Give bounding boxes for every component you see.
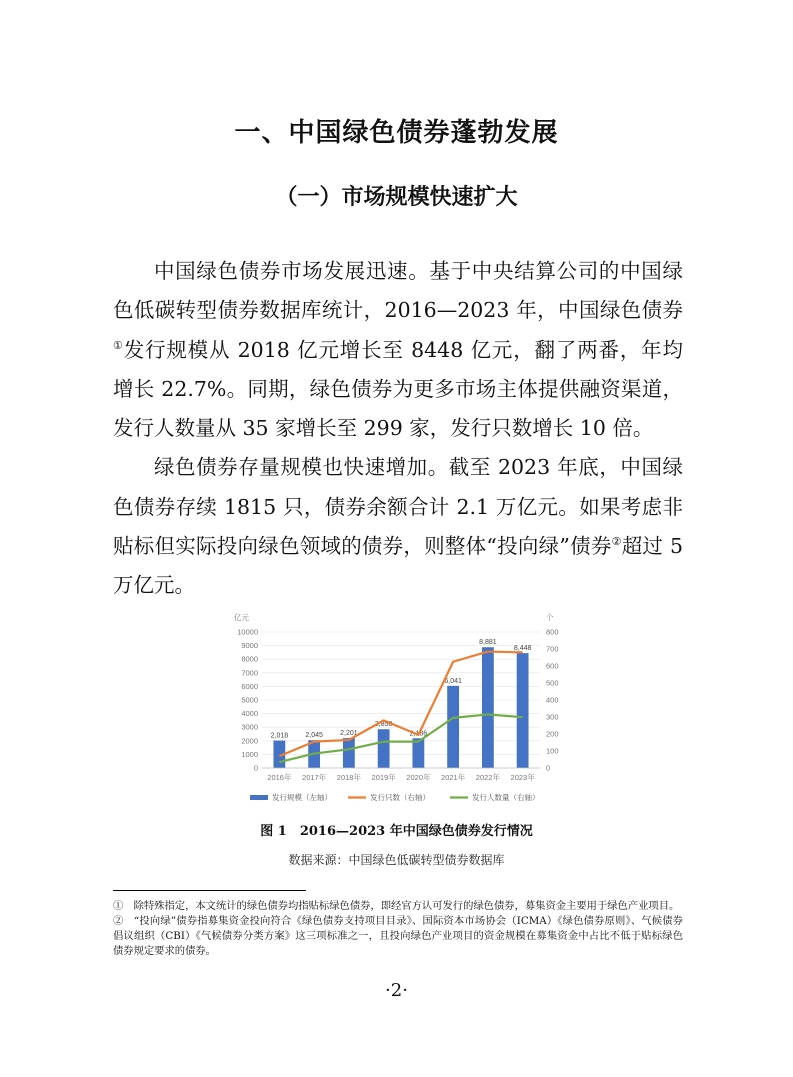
bar-value-label: 2,018 <box>270 732 289 740</box>
right-tick-label: 300 <box>546 712 559 722</box>
footnote-ref-1[interactable]: ① <box>113 338 124 352</box>
legend-label: 发行规模（左轴） <box>272 793 332 802</box>
bar-issuance <box>378 729 390 768</box>
right-tick-label: 100 <box>546 746 559 756</box>
footnote-2-mark: ② <box>113 915 124 927</box>
bar-value-label: 8,448 <box>513 645 532 653</box>
legend-label: 发行只数（右轴） <box>370 793 430 802</box>
bar-value-label: 2,186 <box>409 730 428 738</box>
left-tick-label: 4000 <box>241 709 258 719</box>
left-axis-unit: 亿元 <box>234 613 249 622</box>
page-number: ·2· <box>385 980 408 1001</box>
right-tick-label: 0 <box>546 763 551 773</box>
issuance-chart <box>228 610 566 810</box>
paragraph-1 <box>113 252 683 448</box>
paragraph-2 <box>113 448 683 605</box>
bar-issuance <box>517 653 529 768</box>
footnote-1-text: 除特殊指定，本文统计的绿色债券均指贴标绿色债券，即经官方认可发行的绿色债券，募集资金主要用于绿色产业项目。 <box>133 900 680 912</box>
section-title: 一、中国绿色债券蓬勃发展 <box>234 118 559 148</box>
subsection-title: （一）市场规模快速扩大 <box>275 184 518 210</box>
right-tick-label: 500 <box>546 678 559 688</box>
footnotes <box>113 899 683 959</box>
right-tick-label: 200 <box>546 729 559 739</box>
x-tick-label: 2019年 <box>371 773 396 782</box>
figure-caption: 图 1 2016—2023 年中国绿色债券发行情况 <box>260 824 533 839</box>
paragraph-2-part-a: 绿色债券存量规模也快速增加。截至 2023 年底，中国绿色债券存续 1815 只，债券余额合计 2.1 万亿元。如果考虑非贴标但实际投向绿色领域的债券，则整体“投向绿”债券 <box>113 455 683 559</box>
bar-value-label: 8,881 <box>479 639 497 647</box>
footnote-ref-2[interactable]: ② <box>611 535 622 549</box>
right-tick-label: 800 <box>546 627 559 637</box>
left-tick-label: 6000 <box>241 681 258 691</box>
paragraph-1-part-a: 中国绿色债券市场发展迅速。基于中央结算公司的中国绿色低碳转型债券数据库统计，2016—2023 年，中国绿色债券 <box>113 259 683 323</box>
chart-legend <box>250 792 540 802</box>
bar-issuance <box>447 686 459 768</box>
x-tick-label: 2022年 <box>475 773 500 782</box>
x-tick-label: 2021年 <box>441 773 466 782</box>
footnote-2 <box>113 914 683 959</box>
left-tick-label: 10000 <box>237 627 258 637</box>
footnote-1-mark: ① <box>113 900 124 912</box>
bar-issuance <box>343 738 355 768</box>
body-text <box>113 252 683 606</box>
footnote-1 <box>113 899 683 914</box>
legend-label: 发行人数量（右轴） <box>472 793 540 802</box>
left-tick-label: 8000 <box>241 654 258 664</box>
x-tick-label: 2017年 <box>302 773 327 782</box>
x-tick-label: 2018年 <box>336 773 361 782</box>
left-tick-label: 7000 <box>241 668 258 678</box>
chart-bars <box>271 639 532 768</box>
left-tick-label: 2000 <box>241 736 258 746</box>
paragraph-1-part-b: 发行规模从 2018 亿元增长至 8448 亿元，翻了两番，年均增长 22.7%。同期，绿色债券为更多市场主体提供融资渠道，发行人数量从 35 家增长至 299 家，发行只数增长 10 倍。 <box>113 337 683 441</box>
left-tick-label: 0 <box>253 763 258 773</box>
figure-source: 数据来源：中国绿色低碳转型债券数据库 <box>288 853 505 867</box>
left-tick-label: 1000 <box>241 749 258 759</box>
bar-value-label: 6,041 <box>444 677 462 685</box>
right-tick-label: 600 <box>546 661 559 671</box>
left-tick-label: 9000 <box>241 641 258 651</box>
x-tick-label: 2016年 <box>267 773 292 782</box>
right-tick-label: 400 <box>546 695 559 705</box>
footnote-2-text: “投向绿”债券指募集资金投向符合《绿色债券支持项目目录》、国际资本市场协会（ICMA）《绿色债券原则》、气候债券倡议组织（CBI）《气候债券分类方案》这三项标准之一，且投向绿色产业项目的资金规模在募集资金中占比不低于贴标绿色债券规定要求的债券。 <box>113 915 684 957</box>
bar-value-label: 2,201 <box>340 730 358 738</box>
footnote-divider <box>113 890 306 891</box>
bar-value-label: 2,045 <box>305 732 323 740</box>
x-tick-label: 2020年 <box>406 773 431 782</box>
right-tick-label: 700 <box>546 644 559 654</box>
x-tick-label: 2023年 <box>510 773 535 782</box>
legend-swatch <box>250 795 268 800</box>
left-tick-label: 3000 <box>241 722 258 732</box>
bar-issuance <box>482 647 494 768</box>
bar-value-label: 2,850 <box>374 721 393 729</box>
left-tick-label: 5000 <box>241 695 258 705</box>
right-axis-unit: 个 <box>546 613 554 622</box>
paragraph-2-part-b: 超过 5 万亿元。 <box>113 534 683 598</box>
